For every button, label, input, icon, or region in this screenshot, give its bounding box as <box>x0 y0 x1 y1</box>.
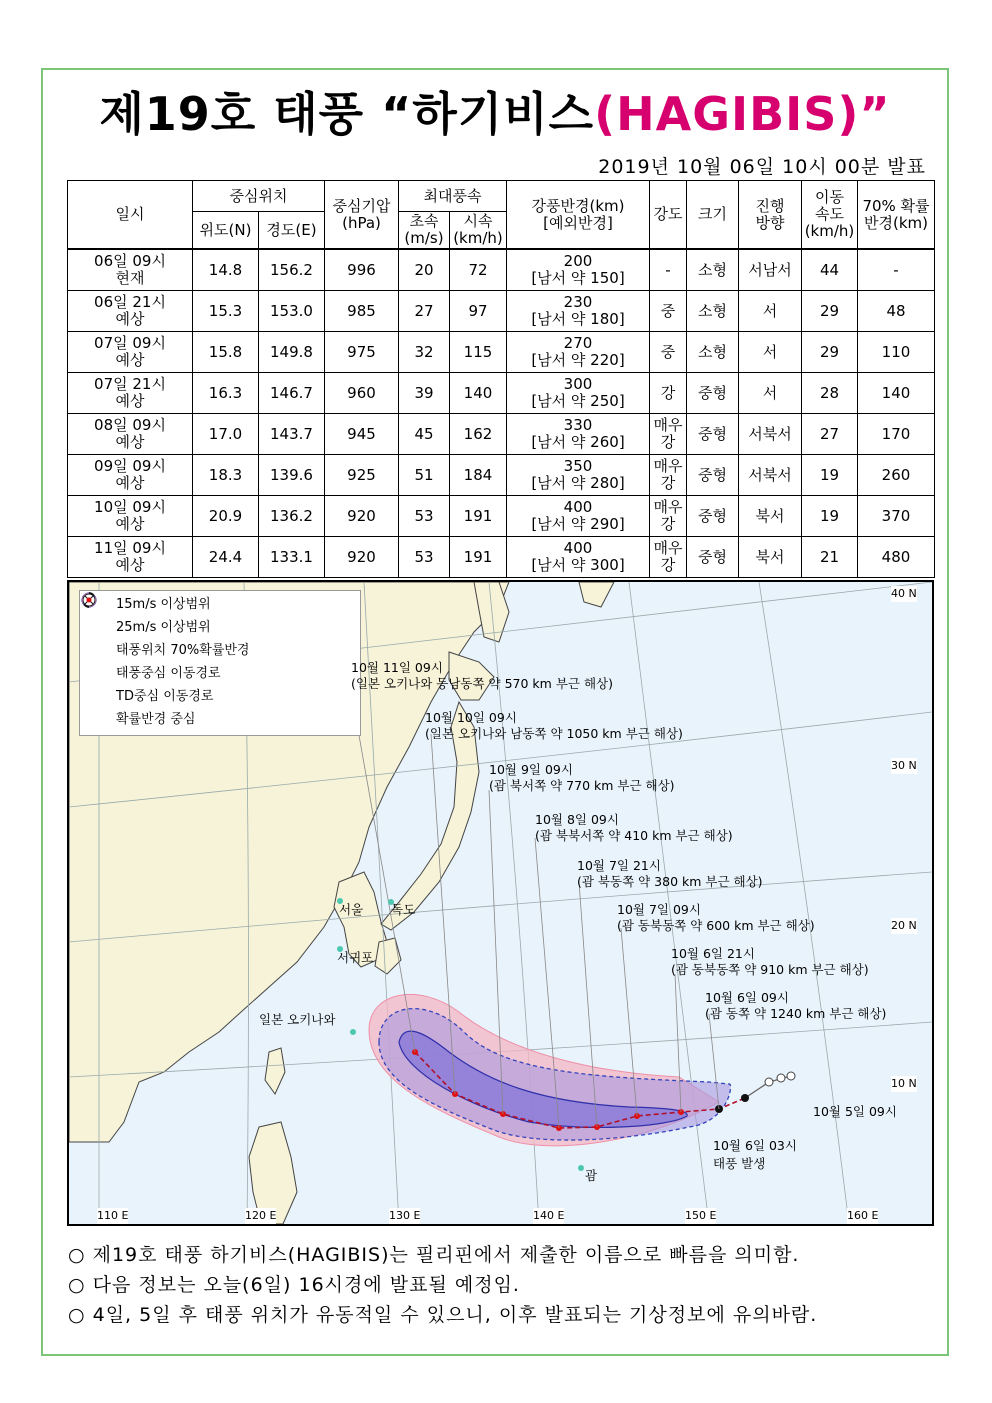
cell-lat: 15.8 <box>193 332 259 373</box>
cell-prob: - <box>858 249 935 291</box>
cell-speed: 19 <box>802 455 858 496</box>
cell-lat: 16.3 <box>193 373 259 414</box>
cell-size: 중형 <box>687 496 739 537</box>
cell-speed: 21 <box>802 537 858 578</box>
cell-kmh: 191 <box>450 496 507 537</box>
cell-datetime: 08일 09시 예상 <box>68 414 193 455</box>
header-intensity: 강도 <box>650 181 687 250</box>
cell-intensity: 중 <box>650 291 687 332</box>
forecast-table <box>67 180 935 578</box>
cell-prob: 140 <box>858 373 935 414</box>
cell-speed: 44 <box>802 249 858 291</box>
notes <box>68 1240 817 1330</box>
cell-prob: 370 <box>858 496 935 537</box>
genesis-time: 10월 6일 03시 <box>713 1138 797 1153</box>
header-prob: 70% 확률 반경(km) <box>858 181 935 250</box>
legend-item <box>80 683 360 706</box>
cell-ms: 51 <box>399 455 450 496</box>
cell-ms: 39 <box>399 373 450 414</box>
forecast-label: 10월 11일 09시 (일본 오키나와 동남동쪽 약 570 km 부근 해상) <box>351 660 613 691</box>
cell-ms: 53 <box>399 537 450 578</box>
forecast-label: 10월 7일 21시 (괌 북동쪽 약 380 km 부근 해상) <box>577 858 763 889</box>
header-center: 중심위치 <box>193 181 325 212</box>
note-3: ○ 4일, 5일 후 태풍 위치가 유동적일 수 있으니, 이후 발표되는 기상정보에 유의바람. <box>68 1304 818 1326</box>
cell-lat: 17.0 <box>193 414 259 455</box>
table-row <box>68 496 935 537</box>
cell-kmh: 184 <box>450 455 507 496</box>
cell-pressure: 920 <box>325 496 399 537</box>
cell-radius: 200 [남서 약 150] <box>507 249 650 291</box>
cell-direction: 서 <box>739 373 802 414</box>
cell-prob: 170 <box>858 414 935 455</box>
place-seoul: 서울 <box>339 902 364 917</box>
cell-speed: 29 <box>802 332 858 373</box>
cell-radius: 230 [남서 약 180] <box>507 291 650 332</box>
blue-circle-icon <box>88 617 110 635</box>
cell-lon: 146.7 <box>259 373 325 414</box>
place-guam: 괌 <box>585 1168 598 1183</box>
td-start-label: 10월 5일 09시 <box>813 1104 897 1119</box>
cell-kmh: 115 <box>450 332 507 373</box>
forecast-label: 10월 8일 09시 (괌 북북서쪽 약 410 km 부근 해상) <box>535 812 733 843</box>
cell-size: 소형 <box>687 291 739 332</box>
header-pressure: 중심기압 (hPa) <box>325 181 399 250</box>
cell-lat: 24.4 <box>193 537 259 578</box>
cell-size: 소형 <box>687 249 739 291</box>
header-radius: 강풍반경(km) [예외반경] <box>507 181 650 250</box>
cell-lon: 149.8 <box>259 332 325 373</box>
legend-label: 확률반경 중심 <box>116 712 196 727</box>
lon-label: 160 E <box>847 1209 879 1222</box>
cell-ms: 20 <box>399 249 450 291</box>
cell-intensity: - <box>650 249 687 291</box>
title-korean: 제19호 태풍 “하기비스 <box>99 87 595 141</box>
cell-pressure: 985 <box>325 291 399 332</box>
cell-pressure: 925 <box>325 455 399 496</box>
cell-prob: 110 <box>858 332 935 373</box>
table-row <box>68 455 935 496</box>
page-title <box>41 84 949 144</box>
cell-speed: 27 <box>802 414 858 455</box>
header-size: 크기 <box>687 181 739 250</box>
typhoon-symbol-icon <box>88 663 110 681</box>
cell-pressure: 945 <box>325 414 399 455</box>
header-ms: 초속 (m/s) <box>399 212 450 250</box>
genesis-desc: 태풍 발생 <box>713 1156 766 1171</box>
lat-label: 20 N <box>891 919 917 932</box>
cell-kmh: 72 <box>450 249 507 291</box>
cell-size: 중형 <box>687 455 739 496</box>
header-maxwind: 최대풍속 <box>399 181 507 212</box>
cell-lat: 14.8 <box>193 249 259 291</box>
typhoon-track-map <box>67 580 934 1226</box>
cell-lon: 143.7 <box>259 414 325 455</box>
forecast-label: 10월 9일 09시 (괌 북서쪽 약 770 km 부근 해상) <box>489 762 675 793</box>
table-row <box>68 249 935 291</box>
header-kmh: 시속 (km/h) <box>450 212 507 250</box>
cell-radius: 400 [남서 약 300] <box>507 537 650 578</box>
title-english: (HAGIBIS)” <box>594 87 891 141</box>
kyushu <box>375 938 401 974</box>
cell-radius: 400 [남서 약 290] <box>507 496 650 537</box>
cell-size: 중형 <box>687 414 739 455</box>
lon-label: 140 E <box>533 1209 565 1222</box>
legend-label: 25m/s 이상범위 <box>116 620 211 635</box>
forecast-label: 10월 6일 21시 (괌 동북동쪽 약 910 km 부근 해상) <box>671 946 869 977</box>
cell-intensity: 강 <box>650 373 687 414</box>
legend-item <box>80 660 360 683</box>
cell-prob: 260 <box>858 455 935 496</box>
cell-size: 소형 <box>687 332 739 373</box>
cell-lon: 156.2 <box>259 249 325 291</box>
cell-prob: 480 <box>858 537 935 578</box>
cell-datetime: 07일 21시 예상 <box>68 373 193 414</box>
cell-ms: 27 <box>399 291 450 332</box>
td-track-markers <box>765 1072 795 1086</box>
cell-direction: 서 <box>739 291 802 332</box>
cell-datetime: 06일 09시 현재 <box>68 249 193 291</box>
cell-size: 중형 <box>687 373 739 414</box>
cell-datetime: 11일 09시 예상 <box>68 537 193 578</box>
cell-radius: 270 [남서 약 220] <box>507 332 650 373</box>
lat-label: 30 N <box>891 759 917 772</box>
forecast-label: 10월 6일 09시 (괌 동쪽 약 1240 km 부근 해상) <box>705 990 887 1021</box>
cell-size: 중형 <box>687 537 739 578</box>
lon-label: 130 E <box>389 1209 421 1222</box>
cell-direction: 서북서 <box>739 414 802 455</box>
cell-radius: 350 [남서 약 280] <box>507 455 650 496</box>
cell-datetime: 09일 09시 예상 <box>68 455 193 496</box>
lon-label: 110 E <box>97 1209 129 1222</box>
taiwan <box>265 1048 285 1094</box>
cell-direction: 서북서 <box>739 455 802 496</box>
cell-datetime: 06일 21시 예상 <box>68 291 193 332</box>
table-row <box>68 332 935 373</box>
header-speed: 이동 속도 (km/h) <box>802 181 858 250</box>
cell-ms: 32 <box>399 332 450 373</box>
pink-circle-icon <box>88 640 110 658</box>
cell-intensity: 중 <box>650 332 687 373</box>
legend-label: 15m/s 이상범위 <box>116 597 211 612</box>
cell-direction: 북서 <box>739 496 802 537</box>
header-direction: 진행 방향 <box>739 181 802 250</box>
cell-radius: 300 [남서 약 250] <box>507 373 650 414</box>
header-lat: 위도(N) <box>193 212 259 250</box>
table-row <box>68 414 935 455</box>
cell-intensity: 매우 강 <box>650 414 687 455</box>
cell-lon: 153.0 <box>259 291 325 332</box>
cell-datetime: 07일 09시 예상 <box>68 332 193 373</box>
lat-label: 40 N <box>891 587 917 600</box>
table-row <box>68 291 935 332</box>
cell-kmh: 140 <box>450 373 507 414</box>
map-legend <box>79 590 361 736</box>
cell-intensity: 매우 강 <box>650 496 687 537</box>
header-datetime: 일시 <box>68 181 193 250</box>
lat-label: 10 N <box>891 1077 917 1090</box>
cell-direction: 서남서 <box>739 249 802 291</box>
cell-speed: 19 <box>802 496 858 537</box>
cell-kmh: 162 <box>450 414 507 455</box>
forecast-label: 10월 10일 09시 (일본 오키나와 남동쪽 약 1050 km 부근 해상) <box>425 710 683 741</box>
red-dot-icon <box>88 709 110 727</box>
cell-radius: 330 [남서 약 260] <box>507 414 650 455</box>
issued-time: 2019년 10월 06일 10시 00분 발표 <box>598 156 926 178</box>
place-okinawa: 일본 오키나와 <box>259 1012 336 1027</box>
cell-lon: 139.6 <box>259 455 325 496</box>
cell-lat: 18.3 <box>193 455 259 496</box>
legend-label: 태풍위치 70%확률반경 <box>116 643 250 658</box>
cell-lon: 136.2 <box>259 496 325 537</box>
cell-intensity: 매우 강 <box>650 455 687 496</box>
td-circle-x-icon <box>88 686 110 704</box>
table-row <box>68 537 935 578</box>
cell-direction: 서 <box>739 332 802 373</box>
header-lon: 경도(E) <box>259 212 325 250</box>
cell-prob: 48 <box>858 291 935 332</box>
table-row <box>68 373 935 414</box>
cell-intensity: 매우 강 <box>650 537 687 578</box>
cell-kmh: 97 <box>450 291 507 332</box>
cell-speed: 28 <box>802 373 858 414</box>
note-1: ○ 제19호 태풍 하기비스(HAGIBIS)는 필리핀에서 제출한 이름으로 빠름을 의미함. <box>68 1244 800 1266</box>
note-2: ○ 다음 정보는 오늘(6일) 16시경에 발표될 예정임. <box>68 1274 520 1296</box>
cell-pressure: 975 <box>325 332 399 373</box>
place-seogwipo: 서귀포 <box>337 950 374 965</box>
legend-label: TD중심 이동경로 <box>116 689 214 704</box>
cell-speed: 29 <box>802 291 858 332</box>
legend-item <box>80 614 360 637</box>
legend-label: 태풍중심 이동경로 <box>116 666 221 681</box>
legend-item <box>80 591 360 614</box>
cell-kmh: 191 <box>450 537 507 578</box>
cell-pressure: 960 <box>325 373 399 414</box>
cell-lat: 15.3 <box>193 291 259 332</box>
cell-pressure: 920 <box>325 537 399 578</box>
forecast-label: 10월 7일 09시 (괌 동북동쪽 약 600 km 부근 해상) <box>617 902 815 933</box>
cell-lon: 133.1 <box>259 537 325 578</box>
cell-datetime: 10일 09시 예상 <box>68 496 193 537</box>
cell-direction: 북서 <box>739 537 802 578</box>
cell-ms: 53 <box>399 496 450 537</box>
legend-item <box>80 706 360 729</box>
lon-label: 150 E <box>685 1209 717 1222</box>
kamchatka <box>579 582 614 607</box>
legend-item <box>80 637 360 660</box>
cell-lat: 20.9 <box>193 496 259 537</box>
cell-pressure: 996 <box>325 249 399 291</box>
lon-label: 120 E <box>245 1209 277 1222</box>
place-dokdo: 독도 <box>391 902 416 917</box>
cell-ms: 45 <box>399 414 450 455</box>
